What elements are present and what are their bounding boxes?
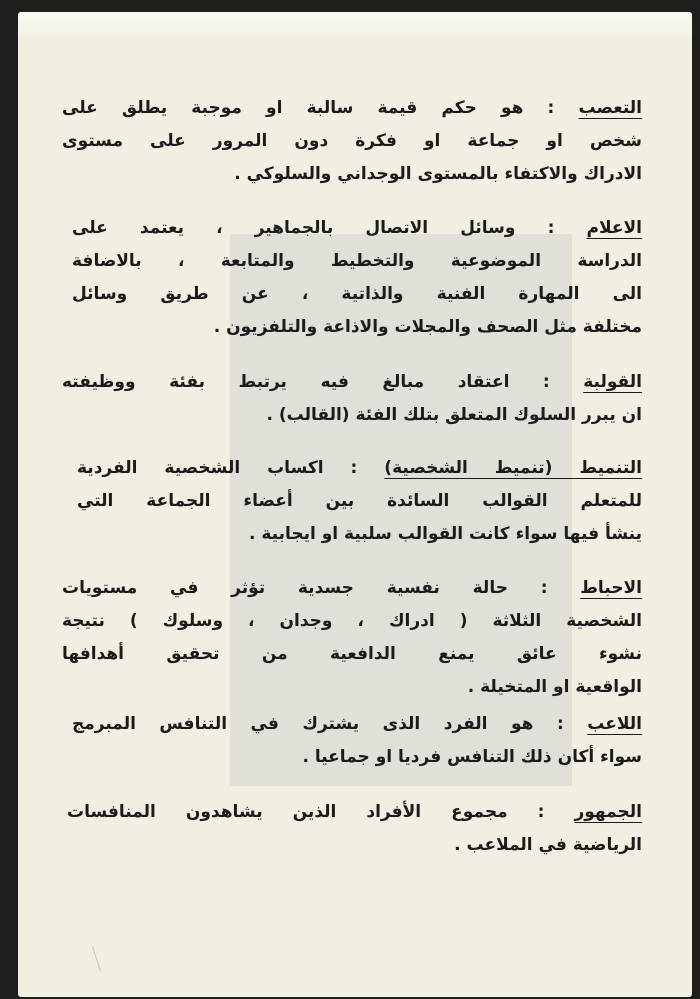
page-edge-highlight [18,12,692,42]
glossary-entry-frustration [62,572,642,704]
entry-line-first [62,366,642,399]
entry-line-first [62,572,642,605]
entry-definition-start: : هو الفرد الذى يشترك في التنافس المبرمج [72,714,564,734]
glossary-entry-player [72,708,642,774]
entry-term: التعصب [578,98,642,118]
entry-line-last: الرياضية في الملاعب . [454,835,642,855]
entry-term: الاحباط [580,578,642,598]
entry-definition-start: : وسائل الاتصال بالجماهير ، يعتمد على [72,218,555,238]
entry-line: الشخصية الثلاثة ( ادراك ، وجدان ، وسلوك ) نتيجة [62,611,642,631]
entry-line-last: ان يبرر السلوك المتعلق بتلك الفئة (القالب) . [266,405,642,425]
entry-line-first [72,212,642,245]
entry-definition-start: : اعتقاد مبالغ فيه يرتبط بفئة ووظيفته [62,372,550,392]
entry-definition-start: : اكساب الشخصية الفردية [77,458,358,478]
page-crease-mark [92,946,101,971]
entry-term: الجمهور [574,802,642,822]
entry-definition-start: : مجموع الأفراد الذين يشاهدون المنافسات [67,802,545,822]
entry-line-last: ينشأ فيها سواء كانت القوالب سلبية او ايجابية . [248,524,642,544]
glossary-entry-audience [67,796,642,862]
entry-line-last: سواء أكان ذلك التنافس فرديا او جماعيا . [302,747,642,767]
entry-line: شخص او جماعة او فكرة دون المرور على مستوى [62,131,642,151]
entry-line-last: الادراك والاكتفاء بالمستوى الوجداني والسلوكي . [234,164,642,184]
entry-line: للمتعلم القوالب السائدة بين أعضاء الجماعة التي [77,491,642,511]
entry-line: الدراسة الموضوعية والتخطيط والمتابعة ، بالاضافة [72,251,642,271]
glossary-entry-stereotyping [62,366,642,432]
entry-line-first [72,708,642,741]
entry-line-first [62,92,642,125]
entry-line-last: مختلفة مثل الصحف والمجلات والاذاعة والتلفزيون . [213,317,642,337]
entry-line: الى المهارة الفنية والذاتية ، عن طريق وسائل [72,284,642,304]
entry-term: التنميط (تنميط الشخصية) [384,458,642,478]
entry-line-last: الواقعية او المتخيلة . [467,677,642,697]
document-page [18,12,692,997]
entry-term: اللاعب [587,714,642,734]
entry-line: نشوء عائق يمنع الدافعية من تحقيق أهدافها [62,644,642,664]
entry-term: القولبة [583,372,642,392]
entry-definition-start: : هو حكم قيمة سالبة او موجبة يطلق على [62,98,555,118]
entry-term: الاعلام [586,218,642,238]
entry-line-first [67,796,642,829]
glossary-entry-typecasting [77,452,642,551]
entry-line-first [77,452,642,485]
glossary-entry-media [72,212,642,344]
entry-definition-start: : حالة نفسية جسدية تؤثر في مستويات [62,578,548,598]
glossary-entry-prejudice [62,92,642,191]
